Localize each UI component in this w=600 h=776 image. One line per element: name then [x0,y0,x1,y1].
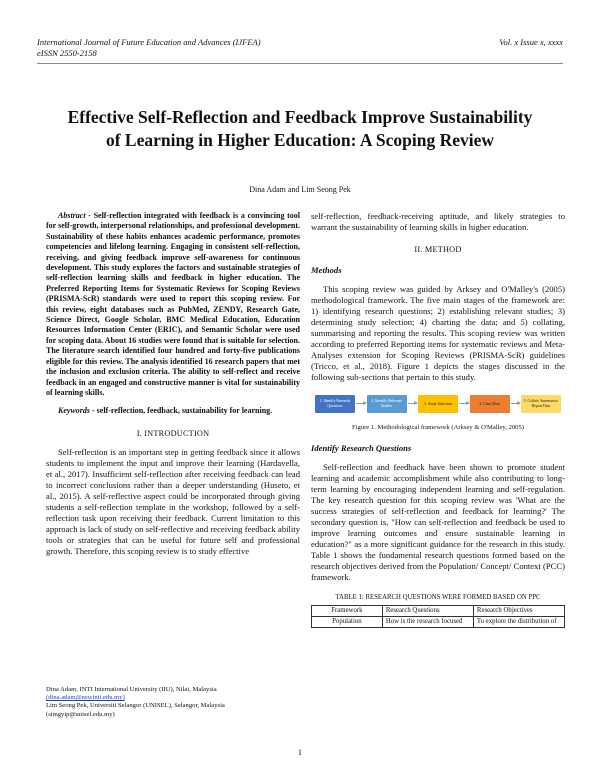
table-header-cell: Research Objectives [473,606,564,617]
email-2: (simgyip@unisel.edu.my) [46,710,115,718]
table-caption: TABLE 1: RESEARCH QUESTIONS WERE FORMED BASED ON PPC [335,593,541,601]
continued-paragraph: self-reflection, feedback-receiving aptitude, and likely strategies to warrant the sustainability of learning skills in higher education. [311,211,565,232]
affiliation-2: Lim Seong Pek, Universiti Selangor (UNISEL), Selangor, Malaysia [46,702,225,710]
subheading-methods: Methods [311,265,342,276]
introduction-paragraph: Self-reflection is an important step in getting feedback since it allows students to implement the input and improve their learning (Hardavella, et al., 2017). Insufficient self-reflection after receiving feedback can lead to incorrect conclusions rather than a deeper understanding (Huseto, et al., 2015). A self-reflective aspect could be incorporated through giving students a self-reflection template in the workshop, followed by a self-reflection task upon receiving their feedback. Current limitation to this approach is lack of study on self-reflective and receiving feedback ability tools or strategies that can be useful for future self and professional growth. Therefore, this scoping review is to study effective [46,447,300,557]
framework-stage: 2. Identify Relevant Studies [367,395,407,413]
author-affiliations [46,686,300,719]
table-header-cell: Research Questions [382,606,473,617]
keywords-label: Keywords - [58,406,95,416]
section-heading-method: II. METHOD [414,245,462,254]
stage-arrow [356,403,366,404]
table-cell: To explore the distribution of [473,617,564,628]
framework-stage: 1. Identify Research Questions [315,395,355,413]
subheading-identify-research-questions: Identify Research Questions [311,443,412,454]
table-cell: Population [312,617,383,628]
email-link-1[interactable]: (dina.adam@newinti.edu.my) [46,694,125,702]
stage-arrow [408,403,418,404]
abstract-text: Self-reflection integrated with feedback is a convincing tool for self-growth, interpersonal relationships, and professional development. Sustainability of these habits enhances academic performance, promotes competencies and lifelong learning. Engaging in consistent self-reflection, receiving, and giving feedback improve self-awareness for continuous development. This study explores the factors and sustainable strategies of self-reflection learning skills and feedback in higher education. The Preferred Reporting Items for Systematic Reviews for Scoping Reviews (PRISMA-ScR) standards were used to report this scoping review. For this review, eight databases such as PubMed, ZENDY, Research Gate, Science Direct, Google Scholar, BMC Medical Education, Education Resources Information Center (ERIC), and Semantic Scholar were used for scoping data. About 16 studies were found that is suitable for selection. The literature search identified four hundred and forty-five publications eligible for this review. The analysis identified 16 research papers that met the inclusion and exclusion criteria. The ability to self-reflect and receive feedback in an engaged and constructive manner is vital for sustainability of learning skills. [46,211,301,397]
framework-stage: 4. Chart Data [470,395,510,413]
stage-arrow [511,403,521,404]
research-questions-table [311,605,565,628]
authors: Dina Adam and Lim Seong Pek [249,185,351,194]
framework-stages [315,393,561,415]
identify-paragraph: Self-reflection and feedback have been shown to promote student learning and academic accomplishment while also contributing to long-term learning by encouraging independent learning and self-regulation. The key research question for this scoping review was 'What are the success strategies of self-reflection and feedback for learning?' The secondary question is, "How can self-reflection and feedback be used to improve learning outcomes and ensure sustainable learning in education?" as a more significant guidance for the research in this study. Table 1 shows the fundamental research questions formed based on the research objectives derived from the Population/ Concept/ Context (PCC) framework. [311,461,565,582]
keywords-text: self-reflection, feedback, sustainability for learning. [96,406,273,416]
header-divider [37,63,563,64]
framework-figure [311,391,565,417]
journal-name: International Journal of Future Education and Advances (IJFEA) [37,37,261,47]
affiliation-1: Dina Adam, INTI International University (IIU), Nilai, Malaysia [46,686,217,693]
abstract-label: Abstract - [58,211,91,220]
left-column [46,211,300,557]
methods-paragraph: This scoping review was guided by Arksey and O'Malley's (2005) methodological framework. The five main stages of the framework are: 1) identifying research questions; 2) establishing relevant studies; 3) determining study selection; 4) charting the data; and 5) collating, summarising and reporting the results. This scoping review was written according to preferred Reporting items for systematic reviews and Meta-Analyses extension for Scoping Reviews (PRISMA-ScR) guidelines (Tricco, et al., 2018). Figure 1 depicts the stages discussed in the following sub-sections that pertain to this study. [311,283,565,382]
figure-caption: Figure 1. Methodological framework (Arksey & O'Malley, 2005) [352,423,524,431]
section-heading-introduction: I. INTRODUCTION [136,428,210,438]
paper-title: Effective Self-Reflection and Feedback Improve Sustainability of Learning in Higher Education: A Scoping Review [67,107,533,150]
page-number: 1 [298,748,302,757]
right-column [311,211,565,628]
volume-info: Vol. x Issue x, xxxx [499,37,563,47]
framework-stage: 5. Collate, Summarise, Report Data [521,395,561,413]
journal-header [37,37,261,59]
table-row [312,617,565,628]
framework-stage: 3. Study Selection [418,395,458,413]
eissn: eISSN 2550-2158 [37,48,97,58]
table-cell: How is the research focused [382,617,473,628]
abstract [46,211,300,398]
table-header-row [312,606,565,617]
table-header-cell: Framework [312,606,383,617]
keywords [46,406,300,416]
stage-arrow [459,403,469,404]
